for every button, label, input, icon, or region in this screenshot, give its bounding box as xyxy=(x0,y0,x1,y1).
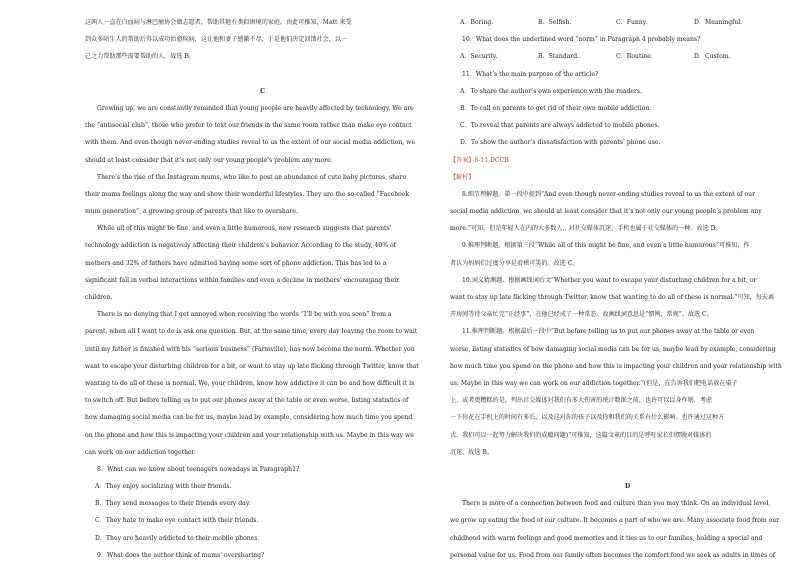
intro-paragraph xyxy=(85,14,440,66)
text-line: us. Maybe in this way we can work on our addiction together.”(但是，在告诉我们把电话放在桌子 xyxy=(450,379,738,387)
text-line: 这两人一直在白血病与淋巴瘤协会做志愿者，帮助其他有类似困境的家庭。由此可推知，Matt 来受 xyxy=(85,19,352,26)
option-b: B．Standard. xyxy=(538,53,580,61)
text-line: wanting to do all of these is normal. We, your children, know how addictive it can be and how difficult it is xyxy=(85,379,415,387)
text-line: 11.推理判断题。根据最后一段中“But before telling us to put our phones away at the table or even xyxy=(462,328,755,336)
text-line: childhood with warm feelings and good memories and it ties us to our families, holding a special and xyxy=(450,534,763,542)
question-11 xyxy=(450,66,794,152)
analysis-body xyxy=(450,186,794,461)
section-label-c: C xyxy=(260,87,265,95)
text-line: There is no denying that I get annoyed when receiving the words “I’ll be with you soon” from a xyxy=(97,311,392,319)
text-line: 式，我们可以一起努力解决我们的成瘾问题)”可推知，这篇文章的目的是呼吁家长们摆脱对媒体的 xyxy=(450,431,712,439)
text-line: mothers and 32% of fathers have admitted having some sort of phone addiction. This has led to a xyxy=(85,259,387,267)
right-column xyxy=(450,14,794,564)
text-line: There’s the rise of the Instagram mums, who like to post an abundance of cute baby pictures, share xyxy=(97,173,407,181)
text-line: Growing up, we are constantly reminded that young people are heavily affected by technology. We are xyxy=(97,104,414,112)
option-b: B．To call on parents to get rid of their own mobile addiction. xyxy=(460,104,652,112)
option-a: A．They enjoy socializing with their friends. xyxy=(95,483,232,491)
text-line: should at least consider that it’s not only our young people’s problem any more. xyxy=(85,156,333,164)
question-10-options xyxy=(450,48,794,65)
text-line: how much time you spend on the phone and how this is impacting your children and your relationship with xyxy=(450,362,782,370)
text-line: until my father is finished with his “serious business” (Farmville), has now become the norm. Whether you xyxy=(85,345,415,353)
text-line: significant fall in verbal interactions within families and even a decline in mothers’ encouraging their xyxy=(85,276,400,284)
option-b: B．Selfish. xyxy=(538,19,572,26)
option-b: B．They send messages to their friends every day. xyxy=(95,500,251,508)
text-line: we grow up eating the food of our culture. It becomes a part of who we are. Many associate food from our xyxy=(450,517,780,525)
option-a: A．To share the author’s own experience with the readers. xyxy=(460,87,642,95)
passage-c xyxy=(85,100,440,461)
text-line: worse, listing statistics of how damaging social media can be for us, maybe lead by example, considering xyxy=(450,345,776,353)
text-line: 己之力帮助那些需要帮助的人。故选 B。 xyxy=(85,53,196,61)
option-a: A．Security. xyxy=(460,53,498,61)
text-line: mum generation”, a growing group of parents that like to overshare. xyxy=(85,208,298,216)
text-line: parent, when all I want to do is ask one question. But, at the same time, every day leaving the room to wait xyxy=(85,328,418,336)
option-c: C．They hate to make eye contact with their friends. xyxy=(95,517,259,525)
text-line: 开房间等待父亲忙完“正经事”，在他已经成了一种常态。故画线词意思是“惯例，常规”。故选 C。 xyxy=(450,311,713,319)
text-line: to switch off. But before telling us to put our phones away at the table or even worse, listing statistics of xyxy=(85,397,409,405)
option-a: A．Boring. xyxy=(460,19,494,26)
text-line: personal value for us. Food from our family often becomes the comfort food we seek as adults in times of xyxy=(450,551,776,559)
text-line: more.”可知，但是年轻人在内的大多数人，对社交媒体沉迷，手机也属于社交媒体的一种。故选 D。 xyxy=(450,225,722,233)
option-c: C．Funny. xyxy=(616,19,648,26)
question-8 xyxy=(85,461,440,547)
option-c: C．To reveal that parents are always addicted to mobile phones. xyxy=(460,122,660,130)
text-line: can work on our addiction together. xyxy=(85,448,196,456)
section-label-d: D xyxy=(624,483,631,491)
passage-d xyxy=(450,495,794,564)
question-stem: 11．What’s the main purpose of the article? xyxy=(462,70,599,78)
option-d: D．To show the author’s dissatisfaction with parents’ phone use. xyxy=(460,139,661,147)
text-line: 一下你花在手机上的时间有多长，以及这对你的孩子以及你和我们的关系有什么影响。也许通过这种方 xyxy=(450,414,725,422)
question-10-stem: 10．What does the underlined word “norm” in Paragraph 4 probably means? xyxy=(462,36,701,44)
analysis-label: 【解析】 xyxy=(450,173,475,181)
question-stem: 8．What can we know about teenagers nowadays in Paragraph1? xyxy=(97,465,300,473)
text-line: While all of this might be fine, and even a little humorous, new research suggests that parents’ xyxy=(97,225,392,233)
text-line: 者认为妈妈们过度分享是滑稽可笑的。故选 C。 xyxy=(450,259,579,267)
left-column xyxy=(85,14,440,564)
text-line: want to escape your disturbing children for a bit, or want to stay up late flicking through Twitter, know that xyxy=(85,362,419,370)
text-line: 9.推理判断题。根据第三段“While all of this might be fine, and even a little humorous”可推知，作 xyxy=(462,242,750,250)
option-c: C．Routine. xyxy=(616,53,653,61)
text-line: children. xyxy=(85,294,113,301)
option-d: D．They are heavily addicted to their mobile phones. xyxy=(95,534,260,542)
option-d: D．Meaningful. xyxy=(694,19,743,26)
text-line: social media addiction, we should at least consider that it’s not only our young people’s problem any xyxy=(450,208,762,216)
text-line: how damaging social media can be for us, maybe lead by example, considering how much time you spend xyxy=(85,414,413,422)
text-line: their mums feelings along the way and show their wonderful lifestyles. They are the so-called “Facebook xyxy=(85,190,410,198)
text-line: on the phone and how this is impacting your children and your relationship with us. Maybe in this way we xyxy=(85,431,414,439)
question-9-stem: 9．What does the author think of mums’ oversharing? xyxy=(97,551,265,559)
text-line: There is more of a connection between food and culture than you may think. On an individual level, xyxy=(462,500,771,508)
text-line: 到众多陌生人的帮助后得以成功治愈疾病，这让他和妻子感激不尽，于是他们决定回馈社会，以一 xyxy=(85,36,348,44)
answer-key: 【答案】8-11 DCCB xyxy=(450,156,509,164)
text-line: the “antisocial club”, those who prefer to text our friends in the same room rather than make eye contact xyxy=(85,122,412,130)
text-line: want to stay up late flicking through Twitter, know that wanting to do all of these is normal.”可知，每天离 xyxy=(450,294,775,301)
text-line: 沉迷。故选 B。 xyxy=(450,448,493,456)
text-line: 上，或者更糟糕的是，列出社交媒体对我们有多大伤害的统计数据之前，也许可以以身作则，考虑 xyxy=(450,397,713,405)
text-line: technology addiction is negatively affecting their children’s behavior. According to the study, 40% of xyxy=(85,242,396,250)
text-line: with them. And even though never-ending studies reveal to us the extent of our social media addiction, we xyxy=(85,139,415,147)
text-line: 8.细节理解题。第一段中提到“And even though never-ending studies reveal to us the extent of our xyxy=(462,190,756,198)
option-d: D．Custom. xyxy=(694,53,731,61)
question-9-options xyxy=(450,14,794,31)
text-line: 10.词义猜测题。根据画线词后文“Whether you want to escape your disturbing children for a bit, or xyxy=(462,276,757,284)
